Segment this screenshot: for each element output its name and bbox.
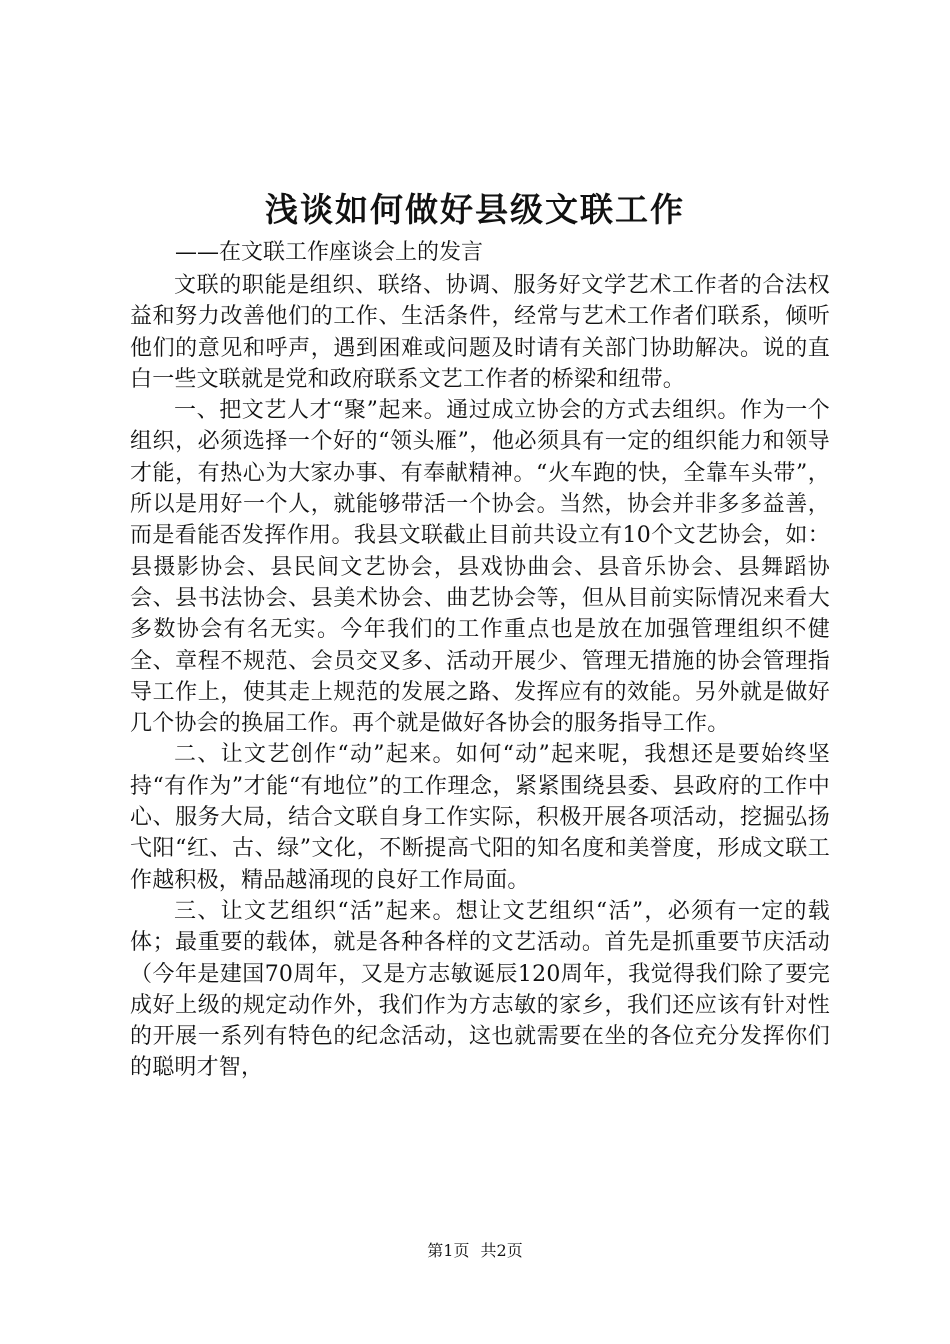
document-body: [130, 270, 830, 1084]
document-subtitle: ——在文联工作座谈会上的发言: [175, 240, 484, 265]
document-title: 浅谈如何做好县级文联工作: [265, 190, 685, 229]
paragraph-intro: 文联的职能是组织、联络、协调、服务好文学艺术工作者的合法权益和努力改善他们的工作、生活条件，经常与艺术工作者们联系，倾听他们的意见和呼声，遇到困难或问题及时请有关部门协助解决。说的直白一些文联就是党和政府联系文艺工作者的桥梁和纽带。: [130, 273, 830, 392]
page-number: 第1页: [427, 1241, 470, 1260]
paragraph-section-one: 一、把文艺人才“聚”起来。通过成立协会的方式去组织。作为一个组织，必须选择一个好的“领头雁”，他必须具有一定的组织能力和领导才能，有热心为大家办事、有奉献精神。“火车跑的快，全靠车头带”，所以是用好一个人，就能够带活一个协会。当然，协会并非多多益善，而是看能否发挥作用。我县文联截止目前共设立有10个文艺协会，如：县摄影协会、县民间文艺协会，县戏协曲会、县音乐协会、县舞蹈协会、县书法协会、县美术协会、曲艺协会等，但从目前实际情况来看大多数协会有名无实。今年我们的工作重点也是放在加强管理组织不健全、章程不规范、会员交叉多、活动开展少、管理无措施的协会管理指导工作上，使其走上规范的发展之路、发挥应有的效能。另外就是做好几个协会的换届工作。再个就是做好各协会的服务指导工作。: [130, 398, 830, 737]
paragraph-section-three: 三、让文艺组织“活”起来。想让文艺组织“活”，必须有一定的载体；最重要的载体，就是各种各样的文艺活动。首先是抓重要节庆活动（今年是建国70周年，又是方志敏诞辰120周年，我觉得我们除了要完成好上级的规定动作外，我们作为方志敏的家乡，我们还应该有针对性的开展一系列有特色的纪念活动，这也就需要在坐的各位充分发挥你们的聪明才智，: [130, 898, 830, 1081]
page-footer: [0, 1240, 950, 1262]
page-total: 共2页: [480, 1241, 523, 1260]
paragraph-section-two: 二、让文艺创作“动”起来。如何“动”起来呢，我想还是要始终坚持“有作为”才能“有地位”的工作理念，紧紧围绕县委、县政府的工作中心、服务大局，结合文联自身工作实际，积极开展各项活动，挖掘弘扬弋阳“红、古、绿”文化，不断提高弋阳的知名度和美誉度，形成文联工作越积极，精品越涌现的良好工作局面。: [130, 742, 830, 893]
